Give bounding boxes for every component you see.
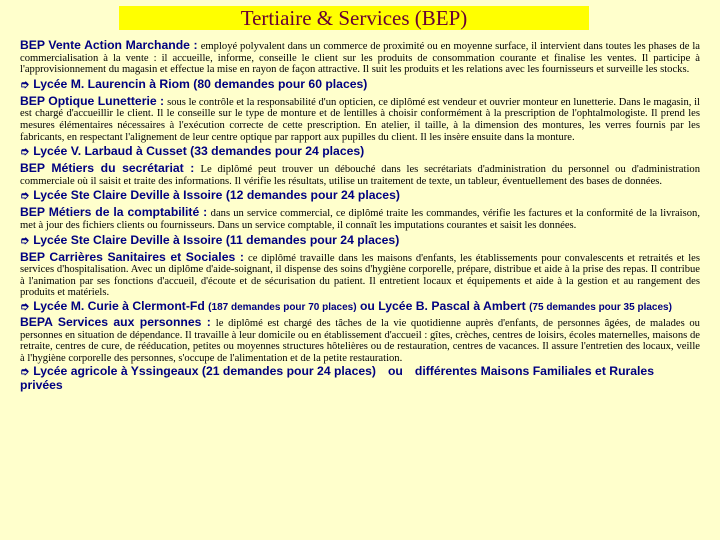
- arrow-icon: ➮: [20, 300, 30, 313]
- page-title: Tertiaire & Services (BEP): [119, 6, 589, 30]
- section-paragraph: [20, 93, 701, 143]
- school-line: [20, 365, 700, 392]
- school-text: Lycée B. Pascal à Ambert: [378, 298, 526, 313]
- school-text: Lycée M. Laurencin à Riom (80 demandes pour 60 places): [33, 76, 368, 91]
- school-line: [20, 77, 700, 93]
- section-description: dans un service commercial, ce diplômé traite les commandes, vérifie les factures et la conformité de la livraison, met à jour des fichiers clients ou fournisseurs. Dans un service comptable, il connaît les imputations courantes et saisit les données.: [20, 208, 700, 231]
- section-comptabilite: [20, 207, 700, 248]
- section-vente: [20, 40, 700, 93]
- school-line: [20, 233, 700, 249]
- connector-text: ou: [359, 298, 375, 313]
- school-text: Lycée Ste Claire Deville à Issoire (11 demandes pour 24 places): [33, 232, 400, 247]
- section-paragraph: [20, 40, 700, 76]
- school-text: Lycée Ste Claire Deville à Issoire (12 demandes pour 24 places): [33, 188, 400, 203]
- section-paragraph: [20, 163, 700, 187]
- section-heading: BEP Carrières Sanitaires et Sociales :: [20, 249, 244, 264]
- section-description: Le diplômé peut trouver un débouché dans les secrétariats d'administration du personnel ou d'administration commerciale où il saisit et traite des informations. Il vérifie les résultats, utilise un traitement de texte, un tableur, éventuellement des bases de données.: [20, 164, 700, 187]
- section-heading: BEP Optique Lunetterie :: [20, 93, 165, 108]
- arrow-icon: ➮: [20, 190, 30, 203]
- arrow-icon: ➮: [20, 78, 30, 91]
- section-heading: BEP Métiers du secrétariat :: [20, 161, 195, 176]
- arrow-icon: ➮: [20, 146, 30, 159]
- arrow-icon: ➮: [20, 366, 30, 379]
- section-description: ce diplômé travaille dans les maisons d'enfants, les établissements pour convalescents et retraités et les services d'hospitalisation. Avec un diplôme d'aide-soignant, il dispense des soins d'hygiène corporelle, prépare, distribue et aide à la prise des repas. Il contribue à l'animation par ses fonctions d'accueil, d'écoute et de sécurisation du patient. Il entretient locaux et équipements et aide à la gestion et au rangement des produits et matériels.: [20, 252, 700, 299]
- school-detail: (187 demandes pour 70 places): [208, 301, 357, 313]
- section-optique: [20, 93, 701, 160]
- school-line: [20, 300, 700, 314]
- section-description: sous le contrôle et la responsabilité d'un opticien, ce diplômé est vendeur et ouvrier monteur en lunetterie. Dans le magasin, il est chargé d'accueillir le client. Il le conseille sur le type de monture et de lentilles à choisir conformément à la prescription de l'ophtalmologiste. Il prend les mesures élémentaires nécessaires à l'exécution correcte de cette prescription. En atelier, il taille, à la dimension des montures, les verres fournis par les fabricants, en respectant l'alignement de leur centre optique par rapport aux pupilles du client. Il les insère ensuite dans la monture.: [20, 96, 701, 143]
- section-paragraph: [20, 314, 700, 364]
- content-area: [20, 40, 700, 395]
- section-secretariat: [20, 163, 700, 204]
- school-text: Lycée V. Larbaud à Cusset (33 demandes pour 24 places): [33, 144, 365, 159]
- arrow-icon: ➮: [20, 234, 30, 247]
- school-detail: (75 demandes pour 35 places): [529, 301, 672, 313]
- section-description: employé polyvalent dans un commerce de proximité ou en moyenne surface, il intervient dans toutes les phases de la commercialisation à la vente : il accueille, informe, conseille le client sur les produits de consommation courante et finalise les ventes. Il participe à l'approvisionnement du magasin et effectue la mise en rayon de façon attractive. Il suit les produits et les relations avec les fournisseurs et surveille les stocks.: [20, 41, 700, 76]
- section-heading: BEPA Services aux personnes :: [20, 314, 211, 329]
- connector-text: ou: [387, 364, 403, 379]
- section-heading: BEP Vente Action Marchande :: [20, 38, 198, 52]
- section-paragraph: [20, 207, 700, 231]
- school-line: [20, 144, 700, 160]
- section-services-personnes: [20, 314, 700, 393]
- section-heading: BEP Métiers de la comptabilité :: [20, 205, 208, 220]
- school-text: Lycée agricole à Yssingeaux (21 demandes pour 24 places): [33, 364, 376, 379]
- school-text: différentes Maisons Familiales et Rurales privées: [20, 364, 654, 393]
- section-sanitaires: [20, 249, 700, 314]
- section-description: le diplômé est chargé des tâches de la vie quotidienne auprès d'enfants, de personnes âgées, de malades ou personnes en situation de dépendance. Il travaille à leur domicile ou en établissement d'accueil : gîtes, crèches, centres de loisirs, écoles maternelles, maisons de retraite, centres de cure, de rééducation, petites ou moyennes structures hôtelières ou de restauration, centres de vacances. Il assure l'entretien des locaux, veille à l'hygiène corporelle des personnes, s'occupe de l'alimentation et de la petite restauration.: [20, 317, 700, 364]
- section-paragraph: [20, 249, 700, 299]
- school-line: [20, 188, 700, 204]
- school-text: Lycée M. Curie à Clermont-Fd: [33, 298, 205, 313]
